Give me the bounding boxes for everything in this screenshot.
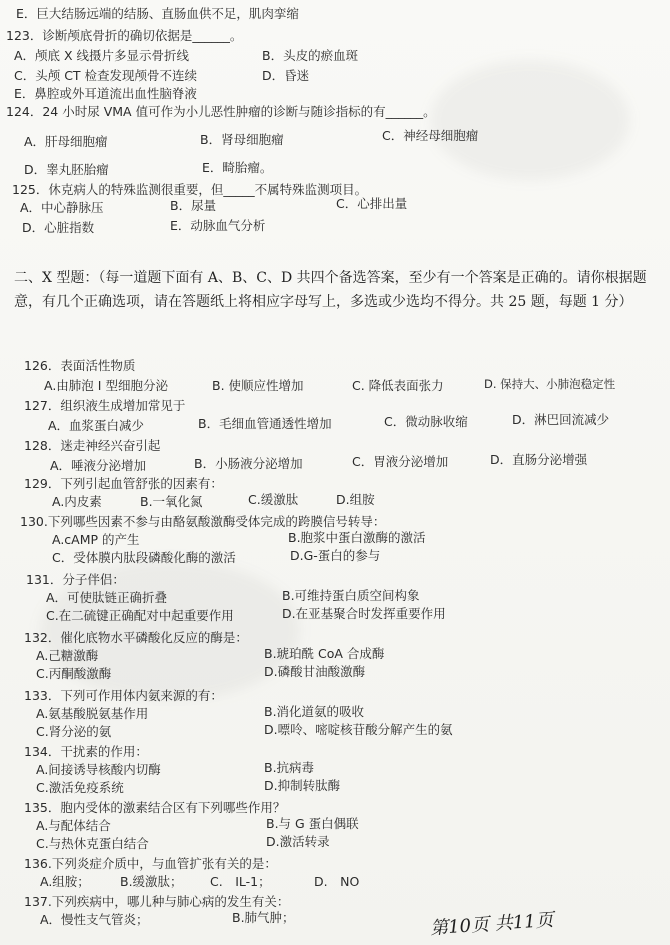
q137-option-b: B.肺气肿； (232, 910, 295, 925)
q137-stem: 137.下列疾病中，哪儿种与肺心病的发生有关： (24, 894, 290, 909)
q124-option-e: E．畸胎瘤。 (202, 160, 273, 175)
q133-option-a: A.氨基酸脱氨基作用 (36, 706, 149, 721)
q132-option-a: A.己糖激酶 (36, 648, 99, 663)
q125-stem: 125．休克病人的特殊监测很重要，但_____不属特殊监测项目。 (12, 182, 368, 197)
q125-option-e: E．动脉血气分析 (170, 218, 266, 233)
q130-option-d: D.G-蛋白的参与 (290, 548, 381, 563)
q129-option-b: B.一氧化氮 (140, 494, 203, 509)
section-x-type-instructions: 二、X 型题：（每一道题下面有 A、B、C、D 共四个备选答案，至少有一个答案是正确的。请你根据题意，有几个正确选项，请在答题纸上将相应字母写上，多选或少选均不得分。共 25 题，每题 1 分） (14, 270, 647, 310)
q131-option-a: A．可使肽链正确折叠 (46, 590, 168, 605)
q129-option-a: A.内皮素 (52, 494, 102, 509)
q132-option-b: B.琥珀酰 CoA 合成酶 (264, 646, 385, 661)
q126-option-b: B. 使顺应性增加 (212, 378, 304, 393)
q127-option-b: B．毛细血管通透性增加 (198, 416, 332, 431)
q137-option-a: A．慢性支气管炎； (40, 912, 149, 927)
q125-option-d: D．心脏指数 (22, 220, 95, 235)
q123-option-b: B．头皮的瘀血斑 (262, 48, 359, 63)
q125-option-c: C．心排出量 (336, 196, 408, 211)
q133-option-b: B.消化道氨的吸收 (264, 704, 365, 719)
q129-option-c: C.缓激肽 (248, 492, 299, 507)
q129-option-d: D.组胺 (336, 492, 375, 507)
q136-option-b: B.缓激肽； (120, 874, 183, 889)
q136-option-a: A.组胺； (40, 874, 90, 889)
q123-stem: 123．诊断颅底骨折的确切依据是______。 (6, 28, 243, 43)
q134-option-b: B.抗病毒 (264, 760, 315, 775)
q134-stem: 134．干扰素的作用： (24, 744, 148, 759)
q132-stem: 132．催化底物水平磷酸化反应的酶是： (24, 630, 248, 645)
q136-stem: 136.下列炎症介质中，与血管扩张有关的是： (24, 856, 277, 871)
q136-option-d: D. NO (314, 874, 360, 889)
q126-stem: 126．表面活性物质 (24, 358, 136, 373)
q130-stem: 130.下列哪些因素不参与由酪氨酸激酶受体完成的跨膜信号转导： (20, 514, 386, 529)
q126-option-c: C. 降低表面张力 (352, 378, 444, 393)
q131-stem: 131．分子伴侣： (26, 572, 125, 587)
q127-stem: 127．组织液生成增加常见于 (24, 398, 186, 413)
q128-option-d: D．直肠分泌增强 (490, 452, 588, 467)
q135-option-c: C.与热休克蛋白结合 (36, 836, 149, 851)
q127-option-a: A．血浆蛋白减少 (48, 418, 145, 433)
q134-option-c: C.激活免疫系统 (36, 780, 124, 795)
handwritten-page-number: 第10页 共11页 (429, 909, 555, 940)
q128-option-b: B．小肠液分泌增加 (194, 456, 303, 471)
q133-option-d: D.嘌呤、嘧啶核苷酸分解产生的氨 (264, 722, 453, 737)
q135-stem: 135．胞内受体的激素结合区有下列哪些作用？ (24, 800, 286, 815)
q125-option-b: B．尿量 (170, 198, 217, 213)
q131-option-b: B.可维持蛋白质空间构象 (282, 588, 420, 603)
q124-option-b: B．肾母细胞瘤 (200, 132, 284, 147)
q125-option-a: A．中心静脉压 (20, 200, 104, 215)
q123-option-d: D．昏迷 (262, 68, 310, 83)
q122-option-e: E．巨大结肠远端的结肠、直肠血供不足，肌肉挛缩 (16, 6, 299, 21)
q131-option-c: C.在二硫键正确配对中起重要作用 (46, 608, 234, 623)
q123-option-a: A．颅底 X 线摄片多显示骨折线 (14, 48, 190, 63)
q128-stem: 128．迷走神经兴奋引起 (24, 438, 161, 453)
q124-option-d: D．睾丸胚胎瘤 (24, 162, 109, 177)
q128-option-a: A．唾液分泌增加 (50, 458, 147, 473)
q135-option-d: D.激活转录 (266, 834, 330, 849)
q131-option-d: D.在亚基聚合时发挥重要作用 (282, 606, 446, 621)
q130-option-b: B.胞浆中蛋白激酶的激活 (288, 530, 426, 545)
q123-option-e: E．鼻腔或外耳道流出血性脑脊液 (14, 86, 197, 101)
q134-option-a: A.间接诱导核酸内切酶 (36, 762, 161, 777)
q129-stem: 129．下列引起血管舒张的因素有： (24, 476, 223, 491)
q127-option-d: D．淋巴回流减少 (512, 412, 610, 427)
q133-stem: 133．下列可作用体内氨来源的有： (24, 688, 223, 703)
q128-option-c: C．胃液分泌增加 (352, 454, 449, 469)
q132-option-c: C.丙酮酸激酶 (36, 666, 112, 681)
q133-option-c: C.肾分泌的氨 (36, 724, 112, 739)
q127-option-c: C．微动脉收缩 (384, 414, 468, 429)
q132-option-d: D.磷酸甘油酸激酶 (264, 664, 366, 679)
q126-option-a: A.由肺泡 I 型细胞分泌 (44, 378, 168, 393)
q126-option-d: D. 保持大、小肺泡稳定性 (484, 377, 616, 391)
q124-option-a: A．肝母细胞瘤 (24, 134, 108, 149)
q135-option-b: B.与 G 蛋白偶联 (266, 816, 359, 831)
q130-option-c: C．受体膜内肽段磷酸化酶的激活 (52, 550, 236, 565)
scan-smudge (430, 60, 630, 180)
q123-option-c: C．头颅 CT 检查发现颅骨不连续 (14, 68, 198, 83)
q134-option-d: D.抑制转肽酶 (264, 778, 341, 793)
q135-option-a: A.与配体结合 (36, 818, 111, 833)
q124-stem: 124．24 小时尿 VMA 值可作为小儿恶性肿瘤的诊断与随诊指标的有______。 (6, 104, 436, 119)
q136-option-c: C. IL-1； (210, 874, 271, 889)
q124-option-c: C．神经母细胞瘤 (382, 128, 479, 143)
q130-option-a: A.cAMP 的产生 (52, 532, 140, 547)
